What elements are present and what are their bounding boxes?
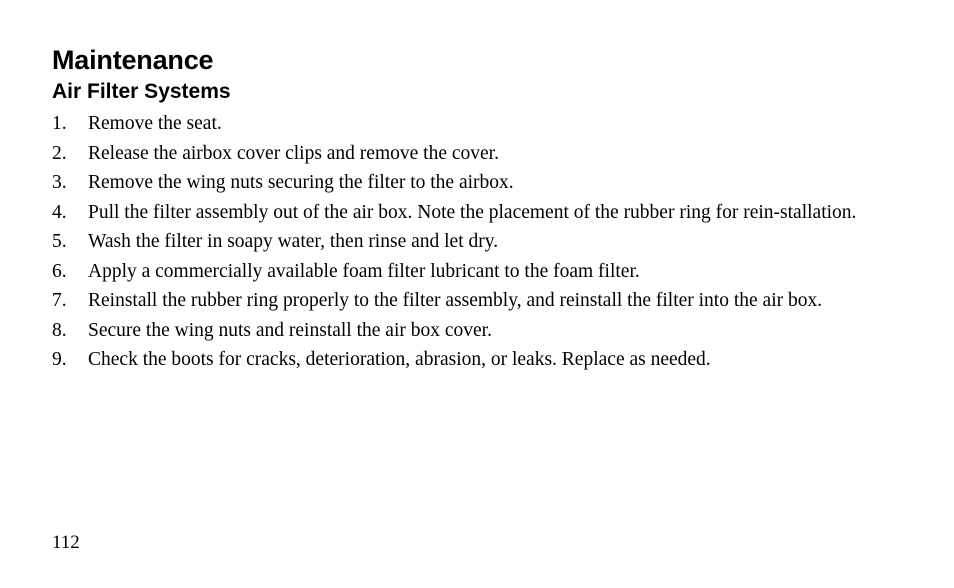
- subsection-title: Air Filter Systems: [52, 80, 231, 103]
- step-item-7: [52, 290, 892, 311]
- step-text: Wash the filter in soapy water, then rinse and let dry.: [88, 231, 499, 252]
- step-item-3: [52, 172, 892, 193]
- step-text: Reinstall the rubber ring properly to the filter assembly, and reinstall the filter into the air box.: [88, 290, 823, 311]
- section-title: Maintenance: [52, 45, 214, 75]
- step-text: Remove the wing nuts securing the filter to the airbox.: [88, 172, 514, 193]
- step-number: 5.: [52, 231, 67, 252]
- step-number: 1.: [52, 113, 67, 134]
- step-text: Check the boots for cracks, deterioration, abrasion, or leaks. Replace as needed.: [88, 349, 711, 370]
- step-number: 8.: [52, 319, 67, 341]
- step-number: 3.: [52, 172, 67, 193]
- step-number: 9.: [52, 349, 67, 370]
- step-number: 7.: [52, 290, 67, 311]
- step-number: 4.: [52, 201, 67, 223]
- step-text: Secure the wing nuts and reinstall the air box cover.: [88, 319, 492, 341]
- step-item-2: [52, 143, 892, 164]
- step-text: Release the airbox cover clips and remove the cover.: [88, 142, 499, 164]
- step-text: Apply a commercially available foam filter lubricant to the foam filter.: [88, 260, 640, 282]
- step-item-5: [52, 231, 892, 252]
- step-item-9: [52, 349, 892, 370]
- page-number: 112: [52, 532, 80, 553]
- step-text: Pull the filter assembly out of the air box. Note the placement of the rubber ring for rein-stallation.: [88, 201, 857, 223]
- step-text: Remove the seat.: [88, 113, 222, 134]
- step-item-1: [52, 113, 892, 134]
- step-number: 6.: [52, 260, 67, 282]
- step-item-8: [52, 320, 892, 341]
- procedure-steps: [52, 113, 892, 379]
- step-item-4: [52, 202, 892, 223]
- step-item-6: [52, 261, 892, 282]
- step-number: 2.: [52, 142, 67, 164]
